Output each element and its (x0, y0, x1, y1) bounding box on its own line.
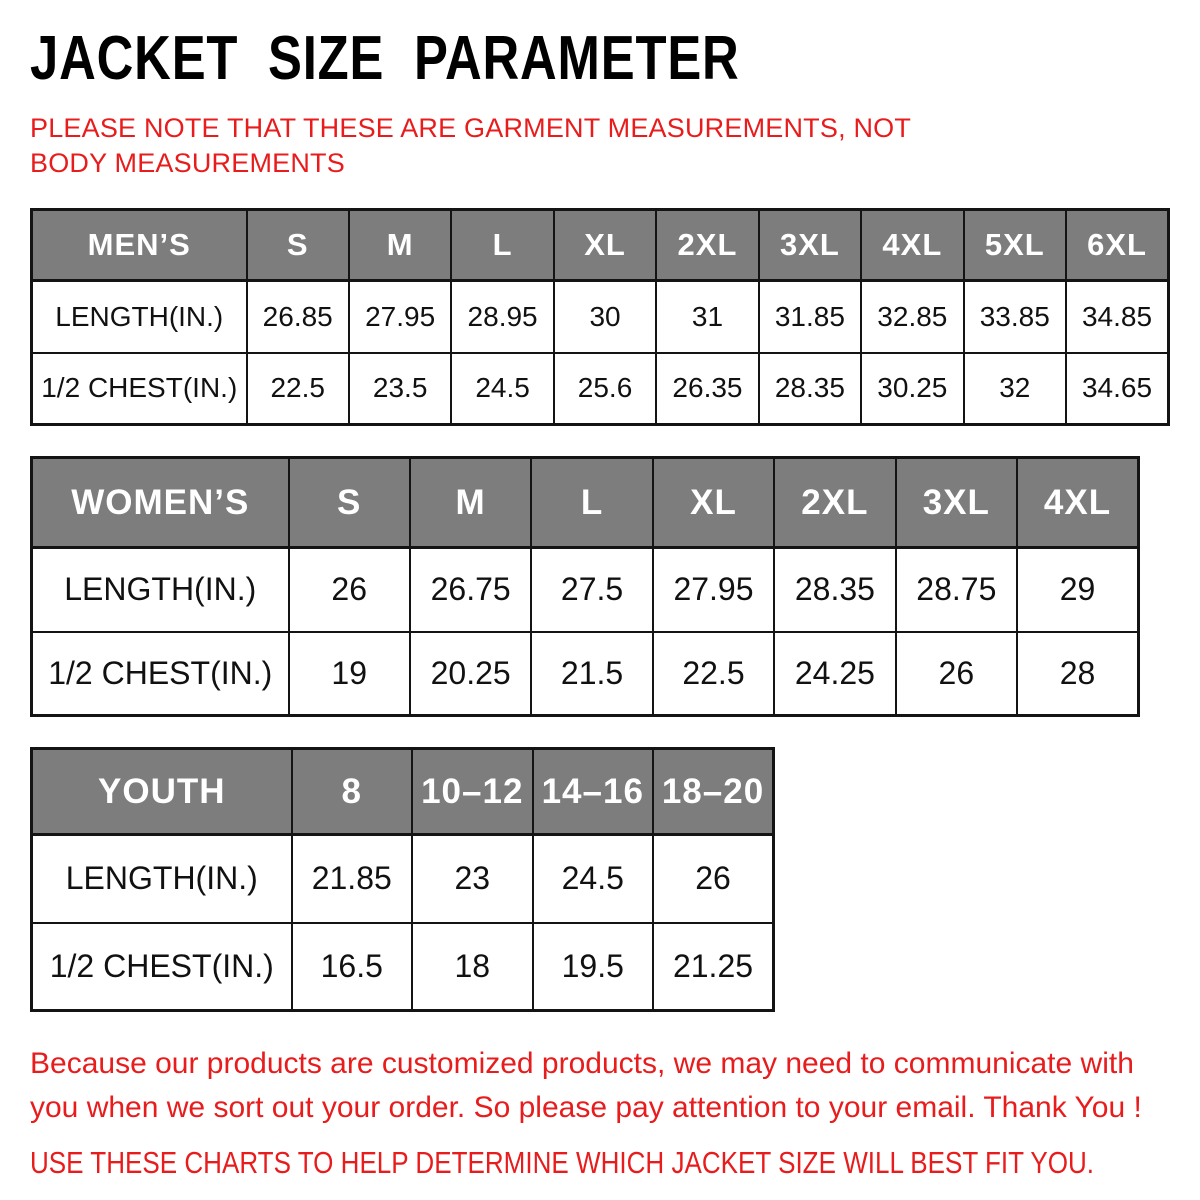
womens-header-row (32, 458, 1139, 548)
womens-measurement-value: 22.5 (653, 632, 774, 716)
mens-size-header: 5XL (964, 210, 1066, 281)
mens-measurement-value: 32.85 (861, 281, 963, 353)
youth-size-header: 10–12 (412, 749, 533, 835)
youth-measurement-value: 26 (653, 835, 774, 923)
youth-measurement-value: 19.5 (533, 923, 654, 1011)
mens-size-header: 4XL (861, 210, 963, 281)
mens-table-row (32, 353, 1169, 425)
mens-measurement-value: 28.35 (759, 353, 861, 425)
mens-measurement-value: 26.35 (656, 353, 758, 425)
mens-measurement-value: 28.95 (451, 281, 553, 353)
mens-measurement-value: 22.5 (247, 353, 349, 425)
mens-measurement-value: 27.95 (349, 281, 451, 353)
womens-measurement-value: 20.25 (410, 632, 531, 716)
mens-size-header: 3XL (759, 210, 861, 281)
youth-measurement-value: 21.85 (292, 835, 413, 923)
youth-row-label: 1/2 CHEST(IN.) (32, 923, 292, 1011)
chart-usage-note: USE THESE CHARTS TO HELP DETERMINE WHICH JACKET SIZE WILL BEST FIT YOU. (30, 1145, 1095, 1181)
womens-table-row (32, 548, 1139, 632)
mens-measurement-value: 34.85 (1066, 281, 1169, 353)
garment-measurement-note: PLEASE NOTE THAT THESE ARE GARMENT MEASUREMENTS, NOT BODY MEASUREMENTS (30, 113, 911, 178)
youth-table-title: YOUTH (32, 749, 292, 835)
mens-size-table (30, 208, 1170, 426)
womens-measurement-value: 19 (289, 632, 410, 716)
mens-row-label: 1/2 CHEST(IN.) (32, 353, 247, 425)
youth-measurement-value: 18 (412, 923, 533, 1011)
youth-size-header: 18–20 (653, 749, 774, 835)
womens-size-header: S (289, 458, 410, 548)
womens-measurement-value: 29 (1017, 548, 1138, 632)
womens-measurement-value: 27.95 (653, 548, 774, 632)
womens-row-label: LENGTH(IN.) (32, 548, 289, 632)
womens-measurement-value: 27.5 (531, 548, 652, 632)
womens-size-header: L (531, 458, 652, 548)
youth-size-table (30, 747, 775, 1012)
mens-measurement-value: 31.85 (759, 281, 861, 353)
womens-size-header: XL (653, 458, 774, 548)
youth-size-header: 8 (292, 749, 413, 835)
womens-table-title: WOMEN’S (32, 458, 289, 548)
mens-measurement-value: 25.6 (554, 353, 656, 425)
womens-size-table (30, 456, 1140, 717)
mens-measurement-value: 32 (964, 353, 1066, 425)
mens-size-header: 6XL (1066, 210, 1169, 281)
womens-measurement-value: 26.75 (410, 548, 531, 632)
page-title: JACKET SIZE PARAMETER (30, 24, 740, 93)
youth-table-row (32, 923, 774, 1011)
mens-size-header: L (451, 210, 553, 281)
youth-measurement-value: 24.5 (533, 835, 654, 923)
womens-size-header: M (410, 458, 531, 548)
youth-measurement-value: 21.25 (653, 923, 774, 1011)
mens-measurement-value: 30.25 (861, 353, 963, 425)
mens-row-label: LENGTH(IN.) (32, 281, 247, 353)
mens-size-header: S (247, 210, 349, 281)
mens-measurement-value: 33.85 (964, 281, 1066, 353)
womens-measurement-value: 26 (896, 632, 1017, 716)
mens-measurement-value: 30 (554, 281, 656, 353)
womens-measurement-value: 28.75 (896, 548, 1017, 632)
youth-measurement-value: 16.5 (292, 923, 413, 1011)
youth-row-label: LENGTH(IN.) (32, 835, 292, 923)
mens-measurement-value: 34.65 (1066, 353, 1169, 425)
mens-header-row (32, 210, 1169, 281)
womens-size-header: 3XL (896, 458, 1017, 548)
womens-size-header: 4XL (1017, 458, 1138, 548)
womens-row-label: 1/2 CHEST(IN.) (32, 632, 289, 716)
womens-measurement-value: 21.5 (531, 632, 652, 716)
youth-size-header: 14–16 (533, 749, 654, 835)
womens-measurement-value: 28.35 (774, 548, 895, 632)
customization-notice: Because our products are customized products, we may need to communicate with you when we sort out your order. So please pay attention to your email. Thank You ! (30, 1047, 1142, 1124)
youth-table-row (32, 835, 774, 923)
womens-table-row (32, 632, 1139, 716)
womens-measurement-value: 26 (289, 548, 410, 632)
mens-measurement-value: 24.5 (451, 353, 553, 425)
womens-measurement-value: 24.25 (774, 632, 895, 716)
youth-measurement-value: 23 (412, 835, 533, 923)
mens-size-header: M (349, 210, 451, 281)
womens-size-header: 2XL (774, 458, 895, 548)
mens-table-row (32, 281, 1169, 353)
youth-header-row (32, 749, 774, 835)
mens-measurement-value: 23.5 (349, 353, 451, 425)
mens-size-header: 2XL (656, 210, 758, 281)
mens-size-header: XL (554, 210, 656, 281)
mens-measurement-value: 26.85 (247, 281, 349, 353)
mens-table-title: MEN’S (32, 210, 247, 281)
womens-measurement-value: 28 (1017, 632, 1138, 716)
mens-measurement-value: 31 (656, 281, 758, 353)
